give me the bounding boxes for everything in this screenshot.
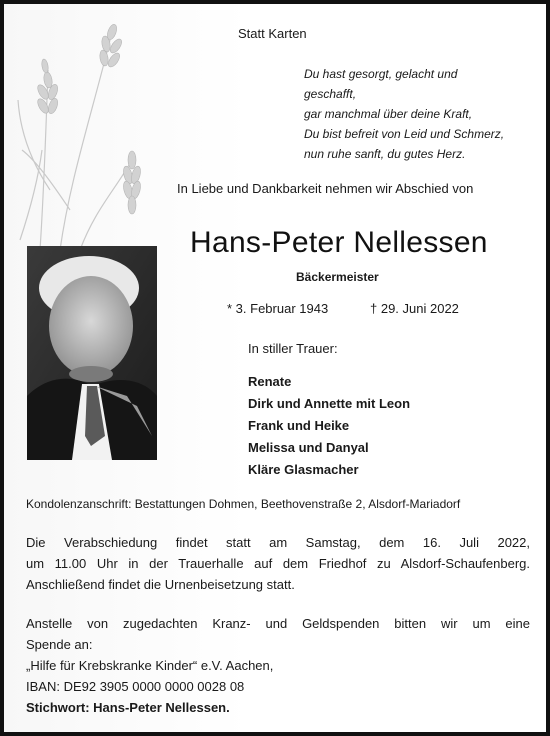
mourners-heading: In stiller Trauer: [248,341,338,356]
donation-line: Spende an: [26,637,93,652]
donation-paragraph [26,613,530,718]
list-item: Dirk und Annette mit Leon [248,396,411,411]
portrait-illustration [27,246,157,460]
poem [304,64,504,164]
list-item: Melissa und Danyal [248,440,369,455]
mourners-list [248,371,410,481]
farewell-line: Anschließend findet die Urnenbeisetzung statt. [26,577,295,592]
poem-line: geschafft, [304,87,357,101]
donation-recipient: „Hilfe für Krebskranke Kinder“ e.V. Aachen, [26,658,274,673]
deceased-name: Hans-Peter Nellessen [190,226,488,259]
portrait-photo [27,246,157,460]
statt-karten-label: Statt Karten [238,26,307,41]
donation-line: Anstelle von zugedachten Kranz- und Geldspenden bitten wir um eine [26,616,530,631]
list-item: Frank und Heike [248,418,350,433]
farewell-line: Die Verabschiedung findet statt am Samstag, dem 16. Juli 2022, [26,535,530,550]
condolence-address: Kondolenzanschrift: Bestattungen Dohmen, Beethovenstraße 2, Alsdorf-Mariadorf [26,497,461,511]
poem-line: Du hast gesorgt, gelacht und [304,67,458,81]
donation-iban: IBAN: DE92 3905 0000 0000 0028 08 [26,679,245,694]
deceased-title: Bäckermeister [296,270,379,284]
poem-line: gar manchmal über deine Kraft, [304,107,473,121]
death-date: † 29. Juni 2022 [370,301,459,316]
list-item: Kläre Glasmacher [248,462,359,477]
farewell-line: um 11.00 Uhr in der Trauerhalle auf dem Friedhof zu Alsdorf-Schaufenberg. [26,556,530,571]
wheat-ears-illustration [10,10,160,250]
list-item: Renate [248,374,292,389]
poem-line: nun ruhe sanft, du gutes Herz. [304,147,466,161]
farewell-paragraph [26,532,530,595]
donation-keyword: Stichwort: Hans-Peter Nellessen. [26,700,230,715]
intro-text: In Liebe und Dankbarkeit nehmen wir Abschied von [177,181,474,196]
birth-date: * 3. Februar 1943 [227,301,329,316]
poem-line: Du bist befreit von Leid und Schmerz, [304,127,505,141]
